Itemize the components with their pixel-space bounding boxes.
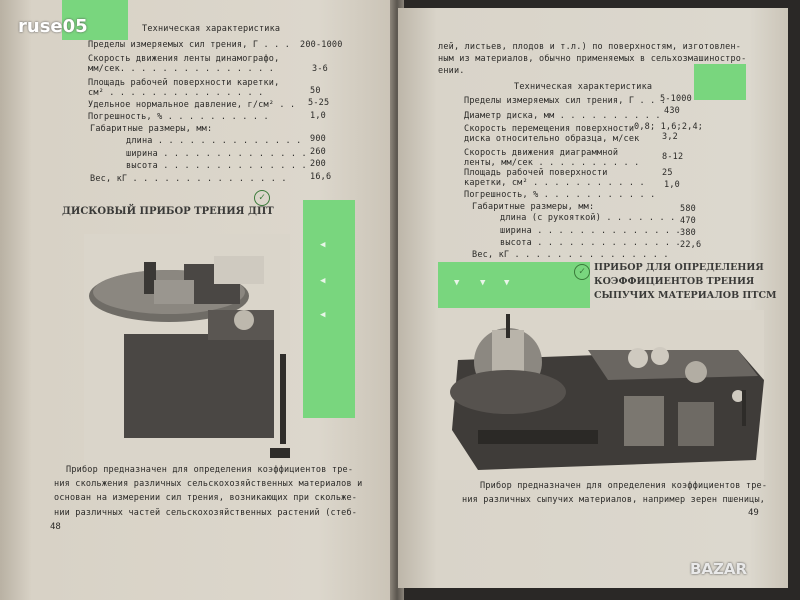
left-heading: ДИСКОВЫЙ ПРИБОР ТРЕНИЯ ДПТ xyxy=(62,206,274,217)
left-spec-value: 900 xyxy=(310,134,326,144)
left-spec-label: Скорость движения ленты динамографо, xyxy=(88,54,280,64)
left-spec-value: 50 xyxy=(310,86,321,96)
paragraph-line: ным из материалов, обычно применяемых в сельхозмашиностро- xyxy=(438,54,747,64)
left-spec-label: Габаритные размеры, мм: xyxy=(90,124,213,134)
left-spec-value: 200 xyxy=(310,159,326,169)
triangle-marker-icon: ▼ xyxy=(454,278,460,288)
left-spec-value: 5-25 xyxy=(308,98,330,108)
green-band xyxy=(438,262,590,308)
right-spec-label: Габаритные размеры, мм: xyxy=(472,202,595,212)
paragraph-line: основан на измерении сил трения, возникающих при скольже- xyxy=(54,493,358,503)
right-spec-label: Погрешность, % . . . . . . . . . . . xyxy=(464,190,656,200)
right-spec-label: Скорость движения диаграммной xyxy=(464,148,619,158)
right-spec-label: ленты, мм/сек . . . . . . . . . . xyxy=(464,158,640,168)
left-page xyxy=(0,0,398,600)
triangle-marker-icon: ◀ xyxy=(320,310,326,320)
paragraph-line: Прибор предназначен для определения коэффициентов тре- xyxy=(480,481,768,491)
right-page xyxy=(398,8,788,588)
right-spec-label: длина (с рукояткой) . . . . . . . xyxy=(500,213,676,223)
paragraph-line: Прибор предназначен для определения коэффициентов тре- xyxy=(66,465,354,475)
right-spec-value: 22,6 xyxy=(680,240,702,250)
right-spec-label: Скорость перемещения поверхности xyxy=(464,124,635,134)
triangle-marker-icon: ▼ xyxy=(480,278,486,288)
checkmark-icon: ✓ xyxy=(574,264,590,280)
right-spec-label: диска относительно образца, м/сек xyxy=(464,134,640,144)
right-spec-value: 430 xyxy=(664,106,680,116)
left-spec-value: 16,6 xyxy=(310,172,332,182)
left-spec-label: Вес, кГ . . . . . . . . . . . . . . . xyxy=(90,174,287,184)
paragraph-line: ении. xyxy=(438,66,465,76)
left-spec-label: Пределы измеряемых сил трения, Г . . . xyxy=(88,40,291,50)
watermark-bottom: BAZAR xyxy=(690,560,748,578)
right-heading-line: ПРИБОР ДЛЯ ОПРЕДЕЛЕНИЯ xyxy=(594,262,764,273)
paragraph-line: ния скольжения различных сельскохозяйственных материалов и xyxy=(54,479,363,489)
right-spec-label: высота . . . . . . . . . . . . . . xyxy=(500,238,681,248)
left-spec-label: Погрешность, % . . . . . . . . . . xyxy=(88,112,269,122)
page-number: 49 xyxy=(748,508,759,518)
left-spec-value: 1,0 xyxy=(310,111,326,121)
right-spec-label: Пределы измеряемых сил трения, Г . . . xyxy=(464,96,667,106)
left-spec-value: 260 xyxy=(310,147,326,157)
left-spec-label: высота . . . . . . . . . . . . . . xyxy=(126,161,307,171)
left-spec-label: Удельное нормальное давление, г/см² . . xyxy=(88,100,296,110)
right-spec-label: Площадь рабочей поверхности xyxy=(464,168,608,178)
green-tab-right xyxy=(694,64,746,100)
right-spec-label: Вес, кГ . . . . . . . . . . . . . . . xyxy=(472,250,669,260)
paragraph-line: ния различных сыпучих материалов, например зерен пшеницы, xyxy=(462,495,766,505)
right-spec-value: 380 xyxy=(680,228,696,238)
bulk-materials-device-photo xyxy=(438,310,764,480)
right-spec-value: 0,8; 1,6;2,4; xyxy=(634,122,704,132)
left-spec-label: см² . . . . . . . . . . . . . . . xyxy=(88,88,264,98)
right-specs-title: Техническая характеристика xyxy=(514,82,653,92)
triangle-marker-icon: ▼ xyxy=(504,278,510,288)
right-heading-line: СЫПУЧИХ МАТЕРИАЛОВ ПТСМ xyxy=(594,290,777,301)
paragraph-line: нии различных частей сельскохозяйственных растений (стеб- xyxy=(54,508,358,518)
right-spec-label: Диаметр диска, мм . . . . . . . . . . xyxy=(464,111,661,121)
right-spec-value: 580 xyxy=(680,204,696,214)
left-spec-label: мм/сек. . . . . . . . . . . . . . . xyxy=(88,64,275,74)
right-spec-value: 8-12 xyxy=(662,152,684,162)
left-spec-label: длина . . . . . . . . . . . . . . xyxy=(126,136,302,146)
right-spec-value: 5-1000 xyxy=(660,94,692,104)
left-specs-title: Техническая характеристика xyxy=(142,24,281,34)
right-spec-value: 470 xyxy=(680,216,696,226)
left-spec-label: ширина . . . . . . . . . . . . . . xyxy=(126,149,307,159)
page-number: 48 xyxy=(50,522,61,532)
right-spec-label: каретки, см² . . . . . . . . . . . xyxy=(464,178,645,188)
watermark-top: ruse05 xyxy=(18,16,88,37)
left-spec-value: 3-6 xyxy=(312,64,328,74)
right-spec-value: 1,0 xyxy=(664,180,680,190)
right-spec-label: ширина . . . . . . . . . . . . . . xyxy=(500,226,681,236)
triangle-marker-icon: ◀ xyxy=(320,240,326,250)
paragraph-line: лей, листьев, плодов и т.л.) по поверхностям, изготовлен- xyxy=(438,42,742,52)
checkmark-icon: ✓ xyxy=(254,190,270,206)
friction-device-photo xyxy=(84,234,290,468)
triangle-marker-icon: ◀ xyxy=(320,276,326,286)
left-spec-label: Площадь рабочей поверхности каретки, xyxy=(88,78,280,88)
right-heading-line: КОЭФФИЦИЕНТОВ ТРЕНИЯ xyxy=(594,276,755,287)
green-side-bar xyxy=(303,200,355,418)
left-spec-value: 200-1000 xyxy=(300,40,343,50)
right-spec-value: 25 xyxy=(662,168,673,178)
right-spec-value: 3,2 xyxy=(662,132,678,142)
